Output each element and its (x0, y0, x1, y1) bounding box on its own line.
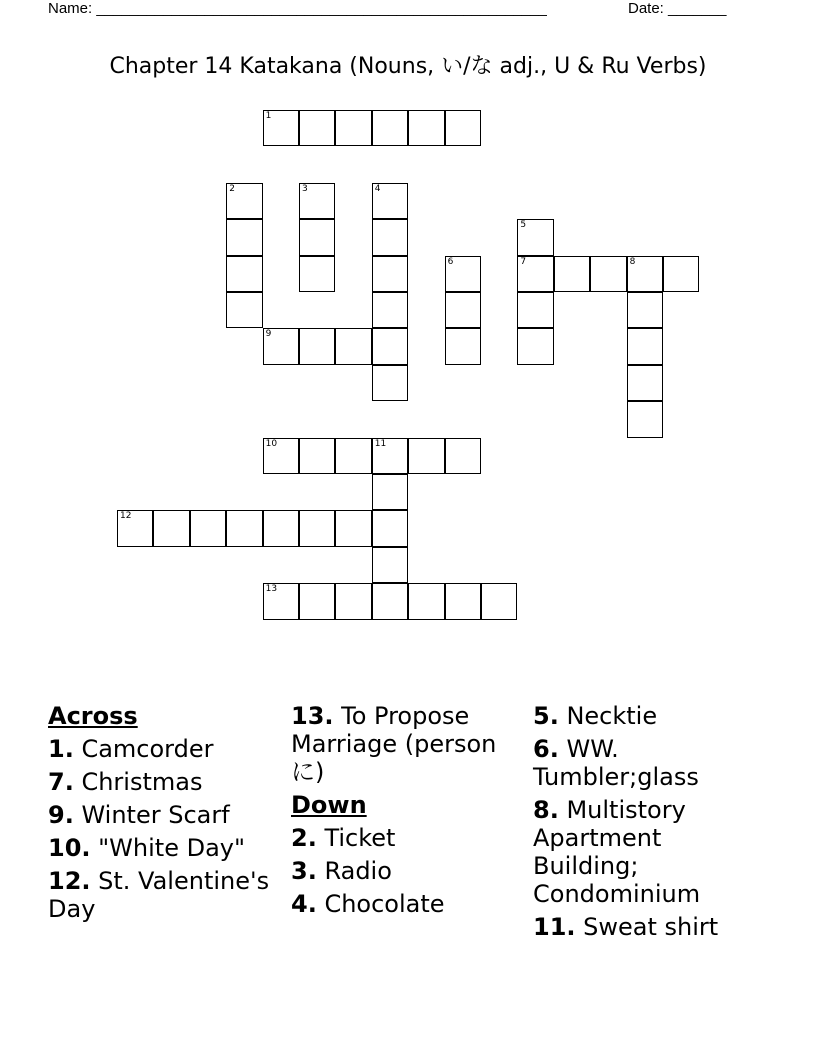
clue-number: 7. (48, 768, 74, 796)
grid-cell (627, 401, 663, 437)
grid-cell (299, 328, 335, 364)
grid-cell (299, 219, 335, 255)
grid-cell (372, 328, 408, 364)
grid-cell (372, 292, 408, 328)
grid-cell (299, 110, 335, 146)
grid-cell (517, 219, 553, 255)
cell-number: 13 (265, 584, 278, 595)
grid-cell (263, 110, 299, 146)
grid-cell (299, 583, 335, 619)
clue-number: 1. (48, 735, 74, 763)
grid-cell (372, 474, 408, 510)
clue-text: St. Valentine's Day (48, 867, 270, 923)
clue-number: 12. (48, 867, 91, 895)
grid-cell (226, 510, 262, 546)
clue-number: 8. (533, 796, 559, 824)
cell-number: 7 (520, 256, 527, 267)
clue-item (291, 702, 526, 786)
clue-column-1 (48, 702, 283, 928)
cell-number: 6 (447, 256, 454, 267)
grid-cell (335, 328, 371, 364)
clue-item (48, 834, 283, 862)
clue-text: WW. Tumbler;glass (533, 735, 699, 791)
clue-item (48, 867, 283, 923)
clue-text: Sweat shirt (575, 913, 719, 941)
clue-column-2 (291, 702, 526, 923)
grid-cell (299, 438, 335, 474)
grid-cell (372, 219, 408, 255)
clue-column-3 (533, 702, 768, 946)
clue-item (48, 735, 283, 763)
across-clues (48, 735, 283, 923)
clue-text: Chocolate (316, 890, 445, 918)
down-heading: Down (291, 791, 367, 819)
across-heading: Across (48, 702, 138, 730)
clue-item (533, 702, 768, 730)
clue-item (533, 913, 768, 941)
clue-item (48, 801, 283, 829)
grid-cell (627, 292, 663, 328)
clue-text: Multistory Apartment Building; Condominium (533, 796, 701, 908)
grid-cell (263, 438, 299, 474)
grid-cell (445, 438, 481, 474)
grid-cell (445, 583, 481, 619)
clue-item (291, 857, 526, 885)
cell-number: 11 (374, 438, 387, 449)
clue-number: 2. (291, 824, 317, 852)
clue-text: "White Day" (90, 834, 246, 862)
grid-cell (372, 256, 408, 292)
cell-number: 9 (265, 329, 272, 340)
grid-cell (335, 583, 371, 619)
clue-number: 3. (291, 857, 317, 885)
clue-text: Ticket (316, 824, 396, 852)
grid-cell (445, 110, 481, 146)
clue-number: 11. (533, 913, 576, 941)
grid-cell (627, 365, 663, 401)
cell-number: 3 (302, 183, 308, 194)
clue-number: 6. (533, 735, 559, 763)
grid-cell (663, 256, 699, 292)
clue-item (291, 824, 526, 852)
clue-number: 9. (48, 801, 74, 829)
grid-cell (517, 328, 553, 364)
grid-cell (517, 256, 553, 292)
clue-number: 13. (291, 702, 334, 730)
clue-text: Christmas (73, 768, 203, 796)
grid-cell (408, 583, 444, 619)
cell-number: 5 (520, 220, 527, 231)
grid-cell (263, 583, 299, 619)
grid-cell (372, 583, 408, 619)
down-clues-continued (533, 702, 768, 941)
clue-number: 4. (291, 890, 317, 918)
grid-cell (372, 183, 408, 219)
grid-cell (408, 110, 444, 146)
grid-cell (627, 256, 663, 292)
cell-number: 8 (629, 256, 636, 267)
grid-cell (299, 256, 335, 292)
grid-cell (117, 510, 153, 546)
clue-text: Radio (316, 857, 392, 885)
clue-text: Necktie (558, 702, 658, 730)
grid-cell (627, 328, 663, 364)
grid-cell (263, 328, 299, 364)
down-clues (291, 824, 526, 918)
cell-number: 1 (265, 111, 272, 121)
grid-cell (335, 110, 371, 146)
grid-cell (299, 183, 335, 219)
grid-cell (335, 438, 371, 474)
grid-cell (408, 438, 444, 474)
grid-cell (590, 256, 626, 292)
date-line: Date: _______ (628, 0, 727, 17)
clue-number: 5. (533, 702, 559, 730)
clue-text: Winter Scarf (73, 801, 230, 829)
clue-number: 10. (48, 834, 91, 862)
grid-cell (372, 365, 408, 401)
across-clues-continued (291, 702, 526, 786)
grid-cell (335, 510, 371, 546)
name-line: Name: ______________________________________________________ (48, 0, 547, 17)
grid-cell (445, 292, 481, 328)
cell-number: 12 (120, 511, 132, 522)
grid-cell (263, 510, 299, 546)
grid-cell (372, 510, 408, 546)
grid-cell (445, 328, 481, 364)
cell-number: 4 (374, 183, 381, 194)
grid-cell (481, 583, 517, 619)
page-title: Chapter 14 Katakana (Nouns, い/な adj., U & Ru Verbs) (109, 54, 707, 79)
clue-item (533, 735, 768, 791)
grid-cell (226, 183, 262, 219)
grid-cell (372, 438, 408, 474)
clue-text: To Propose Marriage (person に) (291, 702, 497, 786)
grid-cell (372, 110, 408, 146)
clue-item (533, 796, 768, 908)
grid-cell (226, 256, 262, 292)
grid-cell (190, 510, 226, 546)
cell-number: 2 (229, 183, 235, 194)
grid-cell (554, 256, 590, 292)
clue-item (48, 768, 283, 796)
grid-cell (372, 547, 408, 583)
grid-cell (226, 292, 262, 328)
grid-cell (299, 510, 335, 546)
cell-number: 10 (265, 438, 278, 449)
grid-cell (517, 292, 553, 328)
grid-cell (226, 219, 262, 255)
grid-cell (153, 510, 189, 546)
grid-cell (445, 256, 481, 292)
clue-item (291, 890, 526, 918)
clue-text: Camcorder (73, 735, 214, 763)
